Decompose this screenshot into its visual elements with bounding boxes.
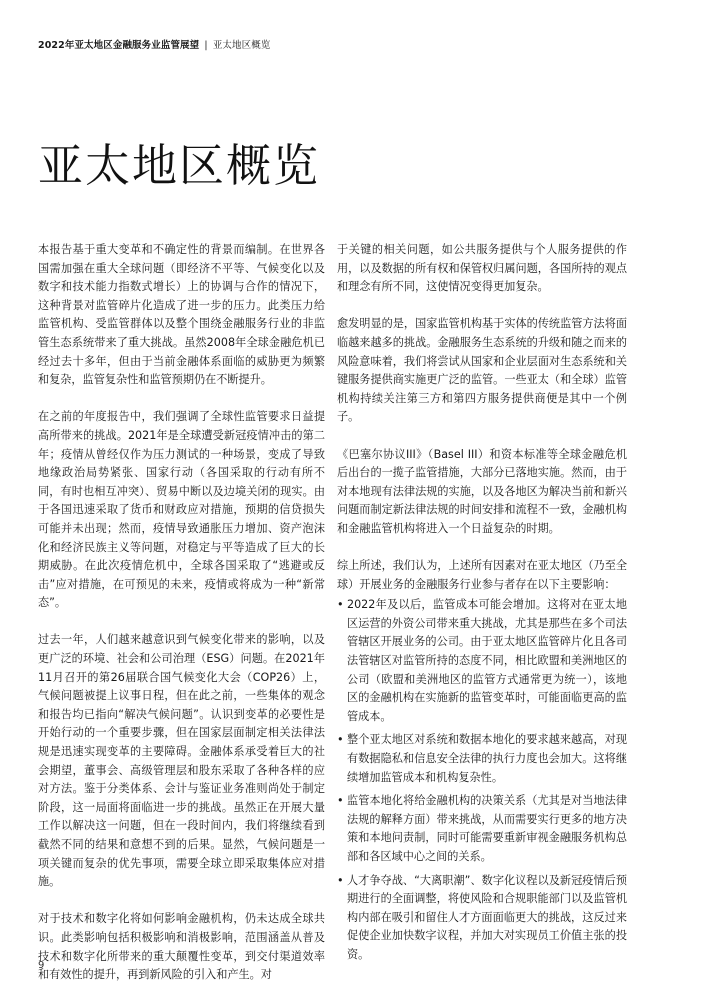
right-column xyxy=(337,241,627,970)
paragraph: 本报告基于重大变革和不确定性的背景而编制。在世界各国需加强在重大全球问题（即经济不平等、气候变化以及数字和技术能力指数式增长）上的协调与合作的情况下，这种背景对监管碎片化造成了进一步的压力。此类压力给监管机构、受监管群体以及整个围绕金融服务行业的非监管生态系统带来了重大挑战。虽然2008年全球金融危机已经过去十多年，但由于当前金融体系面临的威胁更为频繁和复杂，监管复杂性和监管预期仍在不断提升。 xyxy=(38,243,325,387)
left-column xyxy=(38,241,325,1003)
paragraph: 愈发明显的是，国家监管机构基于实体的传统监管方法将面临越来越多的挑战。金融服务生态系统的升级和随之而来的风险意味着，我们将尝试从国家和企业层面对生态系统和关键服务提供商实施更广泛的监管。一些亚太（和全球）监管机构持续关注第三方和第四方服务提供商便是其中一个例子。 xyxy=(337,317,627,424)
page-title: 亚太地区概览 xyxy=(38,139,321,192)
paragraph: 对于技术和数字化将如何影响金融机构，仍未达成全球共识。此类影响包括积极影响和消极影响，范围涵盖从普及技术和数字化所带来的重大颠覆性变革，到交付渠道效率和有效性的提升，再到新风险的引入和产生。对 xyxy=(38,912,325,982)
impact-list xyxy=(337,596,627,964)
paragraph: 于关键的相关问题，如公共服务提供与个人服务提供的作用，以及数据的所有权和保管权归属问题，各国所持的观点和理念有所不同，这使情况变得更加复杂。 xyxy=(337,243,627,294)
list-item: • 整个亚太地区对系统和数据本地化的要求越来越高，对现有数据隐私和信息安全法律的执行力度也会加大。这将继续增加监管成本和机构复杂性。 xyxy=(337,731,627,787)
paragraph: 《巴塞尔协议III》（Basel III）和资本标准等全球金融危机后出台的一揽子监管措施，大部分已落地实施。然而，由于对本地现有法律法规的实施，以及各地区为解决当前和新兴问题而制定新法律法规的时间安排和流程不一致，金融机构和金融监管机构将进入一个日益复杂的时期。 xyxy=(337,447,627,535)
paragraph: 综上所述，我们认为，上述所有因素对在亚太地区（乃至全球）开展业务的金融服务行业参与者存在以下主要影响： xyxy=(337,559,627,591)
running-header xyxy=(38,37,270,51)
section-name: 亚太地区概览 xyxy=(212,40,271,51)
report-title: 2022年亚太地区金融服务业监管展望 xyxy=(38,40,200,51)
page-number: 9 xyxy=(38,960,45,971)
list-item: • 人才争夺战、“大离职潮”、数字化议程以及新冠疫情后预期进行的全面调整，将使风险和合规职能部门以及监管机构内部在吸引和留住人才方面面临更大的挑战，这反过来促使企业加快数字议程，并加大对实现员工价值主张的投资。 xyxy=(337,872,627,965)
paragraph: 过去一年，人们越来越意识到气候变化带来的影响，以及更广泛的环境、社会和公司治理（ESG）问题。在2021年11月召开的第26届联合国气候变化大会（COP26）上，气候问题被提上议事日程，但在此之前，一些集体的观念和报告均已指向“解决气候问题”。认识到变革的必要性是开始行动的一个重要步骤，但在国家层面制定相关法律法规是迅速实现变革的主要障碍。金融体系承受着巨大的社会期望，董事会、高级管理层和股东采取了各种各样的应对方法。鉴于分类体系、会计与鉴证业务准则尚处于制定阶段，这一局面将面临进一步的挑战。虽然正在开展大量工作以解决这一问题，但在一段时间内，我们将继续看到截然不同的结果和意想不到的后果。显然，气候问题是一项关键而复杂的优先事项，需要全球立即采取集体应对措施。 xyxy=(38,633,325,889)
paragraph: 在之前的年度报告中，我们强调了全球性监管要求日益提高所带来的挑战。2021年是全球遭受新冠疫情冲击的第二年；疫情从曾经仅作为压力测试的一种场景，变成了导致地缘政治局势紧张、国家行动（各国采取的行动有所不同，有时也相互冲突）、贸易中断以及边境关闭的现实。由于各国迅速采取了货币和财政应对措施，预期的信贷损失可能并未出现；然而，疫情导致通胀压力增加、资产泡沫化和经济民族主义等问题，对稳定与平等造成了巨大的长期威胁。在此次疫情危机中，全球各国采取了“逃避或反击”应对措施，在可预见的未来，疫情或将成为一种“新常态”。 xyxy=(38,410,325,610)
list-item: • 监管本地化将给金融机构的决策关系（尤其是对当地法律法规的解释方面）带来挑战，从而需要实行更多的地方决策和本地问责制，同时可能需要重新审视金融服务机构总部和各区域中心之间的关系。 xyxy=(337,792,627,866)
header-separator: | xyxy=(204,40,208,51)
list-item: • 2022年及以后，监管成本可能会增加。这将对在亚太地区运营的外资公司带来重大挑战，尤其是那些在多个司法管辖区开展业务的公司。由于亚太地区监管碎片化且各司法管辖区对监管所持的态度不同，相比欧盟和美洲地区的公司（欧盟和美洲地区的监管方式通常更为统一），该地区的金融机构在实施新的监管变革时，可能面临更高的监管成本。 xyxy=(337,596,627,726)
